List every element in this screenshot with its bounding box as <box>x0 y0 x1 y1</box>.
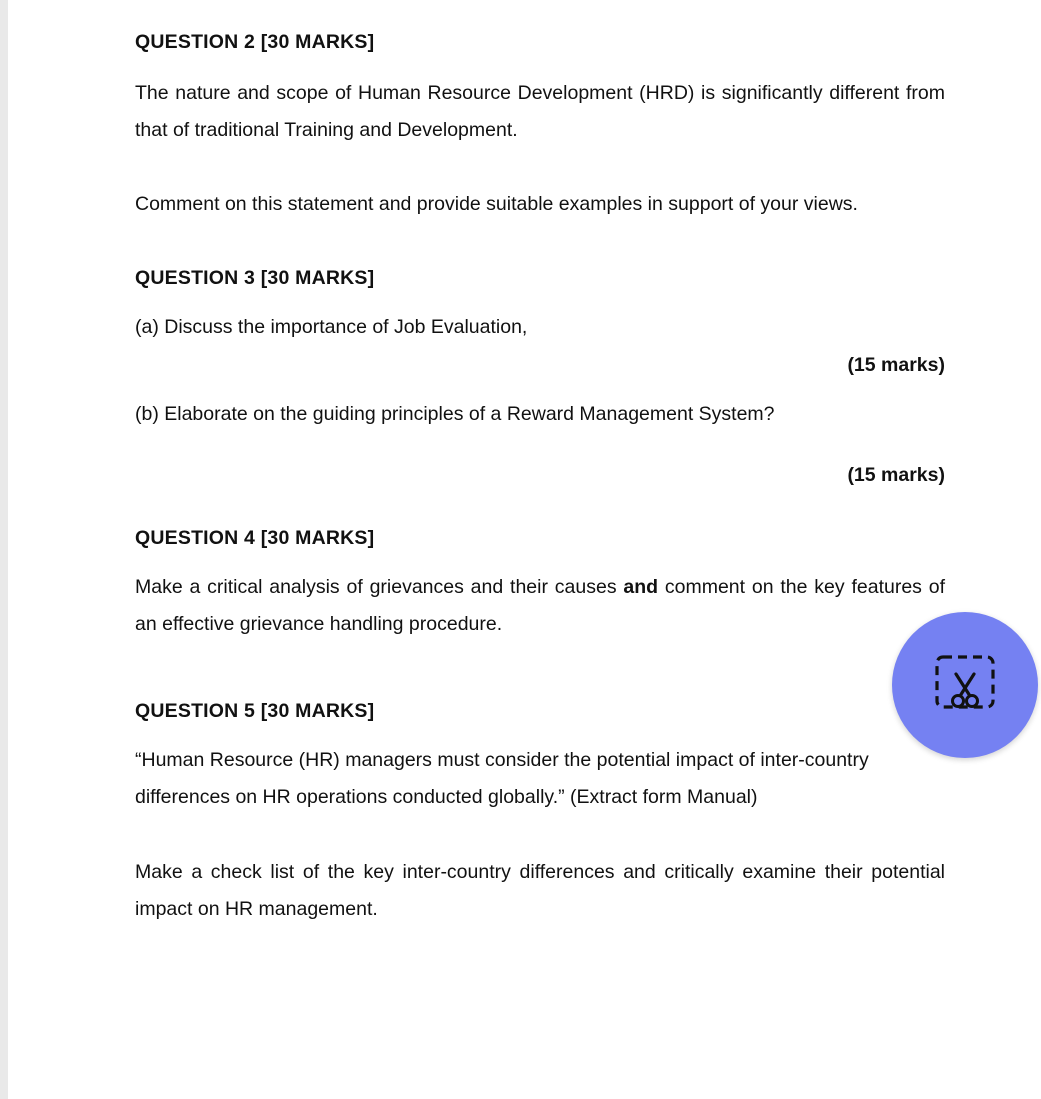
question-4-bold-word: and <box>623 576 659 598</box>
question-4-heading: QUESTION 4 [30 MARKS] <box>135 527 375 549</box>
question-5-instruction: Make a check list of the key inter-country differences and critically examine their potential impact on HR management. <box>135 861 945 920</box>
question-2-instruction: Comment on this statement and provide suitable examples in support of your views. <box>135 193 858 215</box>
question-5-quote: “Human Resource (HR) managers must consider the potential impact of inter-country differences on HR operations conducted globally.” (Extract form Manual) <box>135 749 869 808</box>
screenshot-cut-button[interactable] <box>892 612 1038 758</box>
scissors-cut-icon <box>934 654 996 716</box>
question-4-text-end: comment on the key features of an effective grievance handling procedure. <box>135 576 946 635</box>
question-3-part-a: (a) Discuss the importance of Job Evaluation, <box>135 316 528 338</box>
question-3-heading: QUESTION 3 [30 MARKS] <box>135 267 375 289</box>
question-3-part-a-marks: (15 marks) <box>847 354 945 376</box>
question-2-statement: The nature and scope of Human Resource Development (HRD) is significantly different from that of traditional Training and Development. <box>135 82 945 141</box>
question-3-part-b: (b) Elaborate on the guiding principles of a Reward Management System? <box>135 403 775 425</box>
question-3-part-b-marks: (15 marks) <box>847 464 945 486</box>
question-4-statement <box>135 569 945 643</box>
question-5-heading: QUESTION 5 [30 MARKS] <box>135 700 375 722</box>
question-4-text-start: Make a critical analysis of grievances and their causes <box>135 576 624 598</box>
document-page <box>8 0 1041 1099</box>
question-2-heading: QUESTION 2 [30 MARKS] <box>135 31 375 53</box>
